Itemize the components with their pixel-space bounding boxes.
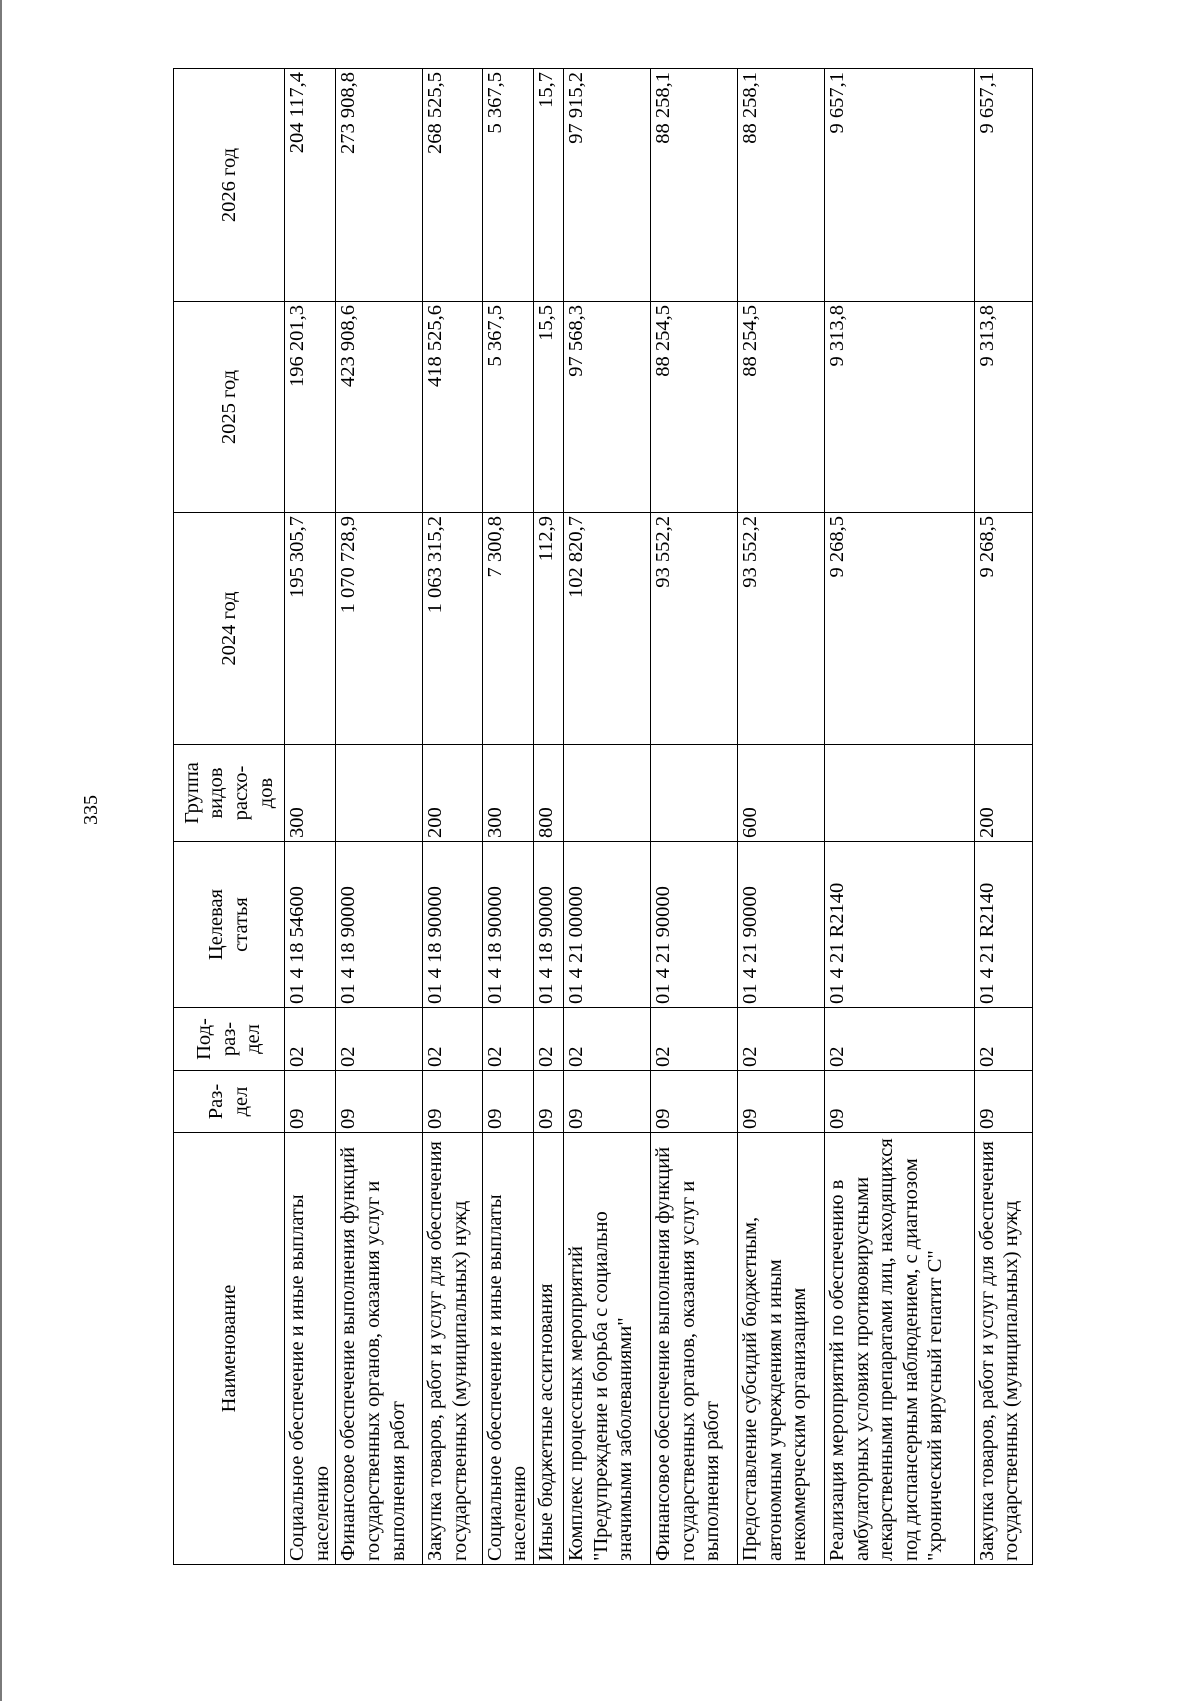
- row-2024: 1 070 728,9: [336, 513, 423, 745]
- table-row: [650, 69, 737, 1565]
- row-expense-group: [825, 745, 975, 842]
- row-2024: 93 552,2: [738, 513, 825, 745]
- header-name: Наименование: [174, 1133, 285, 1565]
- row-target-article: 01 4 21 90000: [650, 842, 737, 1008]
- row-target-article: 01 4 21 R2140: [825, 842, 975, 1008]
- table-row: [423, 69, 482, 1565]
- row-name: Социальное обеспечение и иные выплаты населению: [482, 1133, 533, 1565]
- row-2024: 93 552,2: [650, 513, 737, 745]
- row-section: 09: [423, 1071, 482, 1133]
- row-2025: 9 313,8: [825, 302, 975, 513]
- row-name: Иные бюджетные ассигнования: [534, 1133, 564, 1565]
- table-row: [285, 69, 336, 1565]
- page-edge-line: [0, 0, 2, 1701]
- row-target-article: 01 4 18 90000: [482, 842, 533, 1008]
- row-section: 09: [738, 1071, 825, 1133]
- row-2026: 9 657,1: [825, 69, 975, 302]
- row-target-article: 01 4 21 90000: [738, 842, 825, 1008]
- row-2025: 88 254,5: [650, 302, 737, 513]
- row-2025: 15,5: [534, 302, 564, 513]
- table-row: [974, 69, 1032, 1565]
- header-2025: 2025 год: [174, 302, 285, 513]
- row-expense-group: 200: [423, 745, 482, 842]
- row-section: 09: [285, 1071, 336, 1133]
- row-2026: 204 117,4: [285, 69, 336, 302]
- row-target-article: 01 4 18 90000: [423, 842, 482, 1008]
- row-expense-group: [336, 745, 423, 842]
- row-2024: 102 820,7: [563, 513, 650, 745]
- row-name: Финансовое обеспечение выполнения функций государственных органов, оказания услуг и выполнения работ: [650, 1133, 737, 1565]
- row-name: Социальное обеспечение и иные выплаты населению: [285, 1133, 336, 1565]
- header-expense-group: Группа видов расхо- дов: [174, 745, 285, 842]
- row-name: Финансовое обеспечение выполнения функций государственных органов, оказания услуг и выполнения работ: [336, 1133, 423, 1565]
- row-expense-group: 300: [482, 745, 533, 842]
- row-target-article: 01 4 18 54600: [285, 842, 336, 1008]
- row-2026: 88 258,1: [738, 69, 825, 302]
- row-section: 09: [534, 1071, 564, 1133]
- row-name: Закупка товаров, работ и услуг для обеспечения государственных (муниципальных) нужд: [423, 1133, 482, 1565]
- row-2024: 195 305,7: [285, 513, 336, 745]
- row-2025: 97 568,3: [563, 302, 650, 513]
- row-2025: 418 525,6: [423, 302, 482, 513]
- row-subsection: 02: [423, 1008, 482, 1071]
- row-subsection: 02: [285, 1008, 336, 1071]
- header-2024: 2024 год: [174, 513, 285, 745]
- table-row: [738, 69, 825, 1565]
- row-2026: 97 915,2: [563, 69, 650, 302]
- row-subsection: 02: [534, 1008, 564, 1071]
- row-expense-group: 600: [738, 745, 825, 842]
- row-section: 09: [825, 1071, 975, 1133]
- row-subsection: 02: [482, 1008, 533, 1071]
- table-row: [563, 69, 650, 1565]
- row-name: Реализация мероприятий по обеспечению в амбулаторных условиях противовирусными лекарственными препаратами лиц, находящихся под диспансерным наблюдением, с диагнозом "хронический вирусный гепатит С": [825, 1133, 975, 1565]
- row-expense-group: [563, 745, 650, 842]
- row-2026: 273 908,8: [336, 69, 423, 302]
- row-2026: 9 657,1: [974, 69, 1032, 302]
- row-2026: 5 367,5: [482, 69, 533, 302]
- row-expense-group: [650, 745, 737, 842]
- row-2024: 112,9: [534, 513, 564, 745]
- row-expense-group: 200: [974, 745, 1032, 842]
- budget-table: [173, 68, 1033, 1565]
- table-header-row: [174, 69, 285, 1565]
- row-name: Предоставление субсидий бюджетным, автономным учреждениям и иным некоммерческим организациям: [738, 1133, 825, 1565]
- table-row: [534, 69, 564, 1565]
- row-2024: 9 268,5: [825, 513, 975, 745]
- row-expense-group: 800: [534, 745, 564, 842]
- row-subsection: 02: [336, 1008, 423, 1071]
- header-section: Раз- дел: [174, 1071, 285, 1133]
- header-2026: 2026 год: [174, 69, 285, 302]
- row-subsection: 02: [825, 1008, 975, 1071]
- page-number: 335: [80, 795, 102, 825]
- row-target-article: 01 4 18 90000: [336, 842, 423, 1008]
- row-2026: 268 525,5: [423, 69, 482, 302]
- row-expense-group: 300: [285, 745, 336, 842]
- row-section: 09: [974, 1071, 1032, 1133]
- table-row: [482, 69, 533, 1565]
- header-subsection: Под- раз- дел: [174, 1008, 285, 1071]
- header-target-article: Целевая статья: [174, 842, 285, 1008]
- row-2024: 7 300,8: [482, 513, 533, 745]
- table-row: [336, 69, 423, 1565]
- row-subsection: 02: [738, 1008, 825, 1071]
- row-2024: 9 268,5: [974, 513, 1032, 745]
- row-section: 09: [650, 1071, 737, 1133]
- row-name: Закупка товаров, работ и услуг для обеспечения государственных (муниципальных) нужд: [974, 1133, 1032, 1565]
- row-2025: 5 367,5: [482, 302, 533, 513]
- row-subsection: 02: [563, 1008, 650, 1071]
- table-row: [825, 69, 975, 1565]
- row-subsection: 02: [650, 1008, 737, 1071]
- row-2026: 88 258,1: [650, 69, 737, 302]
- row-2025: 88 254,5: [738, 302, 825, 513]
- row-target-article: 01 4 21 00000: [563, 842, 650, 1008]
- row-2026: 15,7: [534, 69, 564, 302]
- row-2025: 196 201,3: [285, 302, 336, 513]
- row-section: 09: [336, 1071, 423, 1133]
- budget-table-container: [173, 69, 1033, 1565]
- row-2025: 423 908,6: [336, 302, 423, 513]
- row-subsection: 02: [974, 1008, 1032, 1071]
- row-section: 09: [482, 1071, 533, 1133]
- row-2025: 9 313,8: [974, 302, 1032, 513]
- row-section: 09: [563, 1071, 650, 1133]
- row-name: Комплекс процессных мероприятий "Предупреждение и борьба с социально значимыми заболеваниями": [563, 1133, 650, 1565]
- row-target-article: 01 4 21 R2140: [974, 842, 1032, 1008]
- row-2024: 1 063 315,2: [423, 513, 482, 745]
- row-target-article: 01 4 18 90000: [534, 842, 564, 1008]
